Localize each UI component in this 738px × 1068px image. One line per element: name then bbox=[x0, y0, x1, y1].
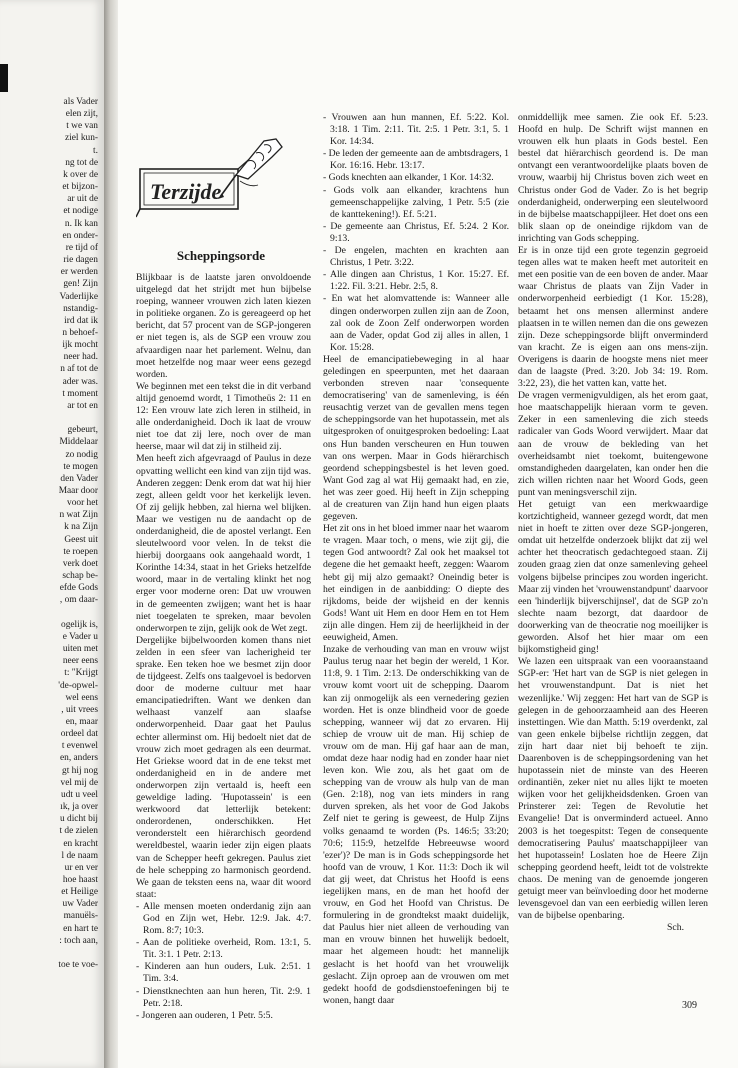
previous-page-line bbox=[58, 947, 98, 959]
column-1 bbox=[136, 272, 311, 1022]
paragraph: Blijkbaar is de laatste jaren onvoldoende uitgelegd dat het strijdt met hun bijbelse roeping, wanneer vrouwen zich laten kiezen in politieke organen. Zo is gereageerd op het bericht, dat 57 procent van de SGP-jongeren er niet tegen is, als de SGP een vrouw zou afvaardigen naar het parlement. Welnu, dan moet hetzelfde nog maar weer eens gezegd worden. bbox=[136, 272, 311, 380]
terzijde-logo bbox=[136, 135, 286, 221]
previous-page-line: Middelaar bbox=[59, 437, 98, 448]
previous-page-line: gebeurt, bbox=[67, 425, 98, 436]
page-edge-mark bbox=[0, 64, 8, 92]
previous-page-line bbox=[58, 607, 98, 619]
previous-page-line: hoe haast bbox=[62, 875, 98, 885]
previous-page-line: toe te voe- bbox=[58, 960, 98, 971]
previous-page-line: : toch aan, bbox=[59, 935, 98, 946]
paragraph: Het getuigt van een merkwaardige kortzichtigheid, wanneer gezegd wordt, dat men niet in hoeft te zitten over deze SGP-jongeren, omdat uit hetzelfde onderzoek blijkt dat zij wel achter het theocratisch gedachtegoed staan. Zij zouden graag zien dat onze samenleving geheel volgens bijbelse principes zou worden ingericht. Maar zij vinden het 'vrouwenstandpunt' daarvoor een 'hinderlijk bijverschijnsel', dat de SGP zo'n slechte naam bezorgt, dat daardoor de doorwerking van de theocratie nog moeilijker is geworden. Alsof het hier maar om een bijkomstigheid ging! bbox=[518, 499, 708, 656]
previous-page-line: en kracht bbox=[63, 838, 98, 849]
previous-page-line: Maar door bbox=[58, 486, 98, 496]
previous-page-edge bbox=[0, 0, 104, 1068]
previous-page-line: et Heilige bbox=[61, 887, 98, 898]
previous-page-line: Geest uit bbox=[64, 534, 98, 545]
paragraph: Er is in onze tijd een grote tegenzin gegroeid tegen alles wat te maken heeft met autoriteit en met een positie van de een boven de ander. Maar waar Christus de plaats van Zijn Vader in onderworpenheid eerbiedigt (1 Kor. 15:28), betaamt het ons mensen allerminst andere plaatsen in te willen nemen dan die ons gewezen zijn. Deze scheppingsorde blijft onverminderd van kracht. Ze is eigen aan ons mens-zijn. Overigens is daarin de hoogste mens niet meer dan de laagste (Pred. 3:20. Job 34: 19. Rom. 3:22, 23), die het vatten kan, vatte het. bbox=[518, 245, 708, 390]
previous-page-line: zo nodig bbox=[65, 449, 98, 460]
list-item: - Jongeren aan ouderen, 1 Petr. 5:5. bbox=[136, 1009, 273, 1021]
previous-page-line: ur en ver bbox=[64, 862, 98, 873]
previous-page-line: udt u veel bbox=[61, 789, 98, 800]
list-item: - Alle dingen aan Christus, 1 Kor. 15:27. Ef. 1:22. Fil. 3:21. Hebr. 2:5, 8. bbox=[323, 269, 509, 293]
previous-page-line: voor het bbox=[67, 498, 98, 509]
previous-page-line: den Vader bbox=[60, 473, 98, 484]
previous-page-line: en hart te bbox=[63, 923, 98, 934]
list-item: - Gods knechten aan elkander, 1 Kor. 14:32. bbox=[323, 172, 494, 184]
previous-page-line: neer eens bbox=[62, 656, 98, 667]
list-item: - De engelen, machten en krachten aan Christus, 1 Petr. 3:22. bbox=[323, 245, 509, 269]
previous-page-line: er werden bbox=[60, 267, 98, 278]
previous-page-line: verk doet bbox=[62, 558, 98, 569]
previous-page-line: 'de-opwel- bbox=[58, 680, 98, 691]
page bbox=[118, 0, 738, 1068]
pen-hand-icon bbox=[136, 135, 286, 221]
previous-page-line: en, maar bbox=[65, 716, 98, 727]
paragraph: onmiddellijk mee samen. Zie ook Ef. 5:23. Hoofd en hulp. De Schrift wijst mannen en vrouwen elk hun plaats in Gods bestel. Een bestel dat hiërarchisch geordend is. De man ontvangt een verantwoordelijke plaats boven de vrouw, waarbij hij Christus boven zich weet en Christus onder God de Vader. Zo is het begrip onderdanigheid, onderwerping een sleutelwoord in de bijbelse maatschappijleer. Het doet ons een blik slaan op de oneindige rijkdom van de inrichting van Gods schepping. bbox=[518, 112, 708, 244]
previous-page-line: re tijd of bbox=[65, 242, 98, 253]
previous-page-line: ader was. bbox=[62, 376, 98, 387]
paragraph: Dergelijke bijbelwoorden komen thans niet zelden in een sfeer van lacherigheid ter sprake. Een teken hoe we besmet zijn door de tijdgeest. Zelfs ons taalgevoel is bedorven door de moderne cultuur met haar emancipatiedriften. Want we denken dan welhaast vanzelf aan slaafse onderworpenheid. Daar gaat het Paulus echter allerminst om. Hij bedoelt niet dat de vrouw zich moet gedragen als een deurmat. Het Griekse woord dat in de ene tekst met onderdanigheid en in de andere met onderworpen zijn vertaald is, heeft een geweldige lading. 'Hupotassein' is een werkwoord dat letterlijk betekent: onderordenen, onderschikken. Het veronderstelt een hiërarchisch geordend wereldbestel, waarin ieder zijn eigen plaats van de Schepper heeft gekregen. Paulus ziet de hele schepping zo harmonisch geordend. We gaan de teksten eens na, waar dit woord staat: bbox=[136, 634, 311, 900]
previous-page-line: k na Zijn bbox=[64, 522, 98, 533]
previous-page-line: Vaderlijke bbox=[59, 291, 98, 302]
previous-page-line: n. Ik kan bbox=[64, 218, 98, 229]
paragraph: We lazen een uitspraak van een vooraanstaand SGP-er: 'Het hart van de SGP is niet gelegen in het vrouwenstandpunt. Dat is niet het wezenlijke.' Wij zeggen: Het hart van de SGP is gelegen in de gehoorzaamheid aan des Heeren instettingen. Wie dan Matth. 5:19 overdenkt, zal van geen enkele bijbelse richtlijn zeggen, dat zijn hart daar niet bij behoeft te zijn. Daarenboven is de scheppingsordening van het hupotassein niet de minste van des Heeren ordinantiën, zeker niet nu alles lijkt te moeten wijken voor het gelijkheidsdenken. Groen van Prinsterer zei: Tegen de Revolutie het Evangelie! Dat is onverminderd actueel. Anno 2003 is het toegespitst: Tegen de consequente democratisering Paulus' maatschappijleer van het hupotassein! Loslaten hoe de Heere Zijn schepping geordend heeft, leidt tot de volstrekte chaos. De mening van de genoemde jongeren getuigt meer van beïnvloeding door het moderne levensgevoel dan van een eerbiedig willen leren van de bijbelse openbaring. bbox=[518, 656, 708, 922]
list-item: - Dienstknechten aan hun heren, Tit. 2:9. 1 Petr. 2:18. bbox=[136, 985, 311, 1009]
list-item: - Vrouwen aan hun mannen, Ef. 5:22. Kol. 3:18. 1 Tim. 2:11. Tit. 2:5. 1 Petr. 3:1, 5. 1 Kor. 14:34. bbox=[323, 112, 509, 148]
previous-page-line: ar uit de bbox=[67, 194, 98, 205]
previous-page-line: ar tot en bbox=[67, 400, 98, 411]
previous-page-line: , uit vrees bbox=[61, 704, 98, 715]
previous-page-line: n af tot de bbox=[60, 364, 98, 375]
previous-page-line: ird dat ik bbox=[64, 315, 98, 326]
author-signature: Sch. bbox=[667, 922, 684, 934]
previous-page-line: t moment bbox=[62, 388, 98, 399]
list-item: - Gods volk aan elkander, krachtens hun gemeenschappelijke zalving, 1 Petr. 5:5 (zie de kanttekening!). Ef. 5:21. bbox=[323, 184, 509, 220]
previous-page-line: elen zijt, bbox=[65, 109, 98, 120]
previous-page-line: en onder- bbox=[62, 230, 98, 241]
previous-page-line: ordeel dat bbox=[60, 729, 98, 740]
previous-page-line: t de zielen bbox=[59, 826, 98, 837]
previous-page-line: ng tot de bbox=[65, 157, 98, 168]
previous-page-line: ziel kun- bbox=[64, 133, 98, 144]
logo-text: Terzijde bbox=[150, 179, 222, 204]
paragraph: We beginnen met een tekst die in dit verband altijd genoemd wordt, 1 Timotheüs 2: 11 en 12: Een vrouw late zich leren in stilheid, in alle onderdanigheid. Doch ik laat de vrouw niet toe dat zij lere, noch over de man heerse, maar wil dat zij in stilheid zij. bbox=[136, 380, 311, 453]
previous-page-line: als Vader bbox=[63, 97, 98, 107]
previous-page-line: ijk mocht bbox=[62, 340, 98, 351]
previous-page-line: vel mij de bbox=[60, 777, 98, 788]
page-number: 309 bbox=[682, 1000, 697, 1011]
previous-page-line: et bijzon- bbox=[62, 182, 98, 193]
previous-page-line: , om daar- bbox=[59, 595, 98, 606]
previous-page-line: te roepen bbox=[63, 546, 98, 557]
paragraph: De vragen vermenigvuldigen, als het erom gaat, hoe maatschappelijk hieraan vorm te geven. Zeker in een samenleving die zich steeds radicaler van Gods Woord verwijdert. Maar dat aan de vrouw de bekleding van het overheidsambt niet toekomt, buitengewone omstandigheden daargelaten, kan onder hen die zich willen richten naar het Woord Gods, geen punt van meningsverschil zijn. bbox=[518, 390, 708, 498]
previous-page-line: schap be- bbox=[62, 571, 98, 582]
paragraph: Heel de emancipatiebeweging in al haar geledingen en speerpunten, met het daaraan verbonden streven naar 'consequente democratisering' van de samenleving, is één reusachtig verzet van de gevallen mens tegen de scheppingsorde van het hupotassein, met als uitgesproken of onuitgesproken bedoeling: Laat ons Hun banden verscheuren en Hun touwen van ons werpen. Maar in Gods hiërarchisch geordend scheppingsbestel is het leven goed. Want God zag al wat Hij gemaakt had, en zie, het was zeer goed. Hij heeft in Zijn schepping al de creaturen van Zijn hand hun eigen plaats gegeven. bbox=[323, 353, 509, 523]
previous-page-line: u dicht bij bbox=[59, 814, 98, 825]
previous-page-line: manuëls- bbox=[63, 911, 98, 922]
previous-page-line: uw Vader bbox=[62, 899, 98, 910]
list-item: - En wat het alomvattende is: Wanneer alle dingen onderworpen zullen zijn aan de Zoon, zal ook de Zoon Zelf onderworpen worden aan de Vader, opdat God zij alles in allen, 1 Kor. 15:28. bbox=[323, 293, 509, 353]
previous-page-line: n behoef- bbox=[62, 327, 98, 338]
previous-page-line: t we van bbox=[66, 121, 98, 132]
list-item: - De leden der gemeente aan de ambtsdragers, 1 Kor. 16:16. Hebr. 13:17. bbox=[323, 148, 509, 172]
previous-page-line: wel eens bbox=[65, 692, 98, 703]
previous-page-line: gen! Zijn bbox=[63, 279, 98, 290]
paragraph: Men heeft zich afgevraagd of Paulus in deze opvatting wellicht een kind van zijn tijd was. Anderen zeggen: Denk erom dat wat hij hier zegt, alleen geldt voor het kerkelijk leven. Of zij gelijk hebben, zal hierna wel blijken. Maar we vestigen nu de aandacht op de onderdanigheid, die de apostel verlangt. Een sleutelwoord voor velen. In de tekst die hierbij doorgaans ook aangehaald wordt, 1 Korinthe 14:34, staat in het Grieks hetzelfde woord, maar in de vertaling klinkt het nog erger voor moderne oren: Dat uw vrouwen in de gemeenten zwijgen; want het is haar niet toegelaten te spreken, maar bevolen onderworpen te zijn, gelijk ook de Wet zegt. bbox=[136, 453, 311, 634]
list-item: - Alle mensen moeten onderdanig zijn aan God en Zijn wet, Hebr. 12:9. Jak. 4:7. Rom. 8:7; 10:3. bbox=[136, 900, 311, 937]
paragraph: Het zit ons in het bloed immer naar het waarom te vragen. Maar toch, o mens, wie zijt gij, die tegen God antwoordt? Zal ook het maaksel tot degene die het gemaakt heeft, zeggen: Waarom hebt gij mij alzo gemaakt? Oneindig beter is het eindigen in de aanbidding: O diepte des rijkdoms, beide der wijsheid en der kennis Gods! Want uit Hem en door Hem en tot Hem zijn alle dingen. Hem zij de heerlijkheid in der eeuwigheid, Amen. bbox=[323, 523, 509, 644]
column-3 bbox=[518, 112, 708, 934]
previous-page-line bbox=[58, 412, 98, 424]
list-item: - De gemeente aan Christus, Ef. 5:24. 2 Kor. 9:13. bbox=[323, 220, 509, 244]
article-title: Scheppingsorde bbox=[176, 248, 266, 263]
previous-page-line: ogelijk is, bbox=[61, 619, 98, 630]
previous-page-line: n wat Zijn bbox=[59, 510, 98, 521]
previous-page-line: et nodige bbox=[63, 206, 98, 217]
previous-page-text bbox=[58, 96, 98, 971]
previous-page-line: rie dagen bbox=[63, 255, 98, 266]
book-gutter bbox=[104, 0, 118, 1068]
previous-page-line: l de naam bbox=[61, 850, 98, 861]
previous-page-line: t evenwel bbox=[61, 741, 98, 752]
previous-page-line: gt hij nog bbox=[62, 765, 98, 776]
previous-page-line: te mogen bbox=[63, 461, 98, 472]
previous-page-line: efde Gods bbox=[59, 583, 98, 594]
paragraph: Inzake de verhouding van man en vrouw wijst Paulus terug naar het begin der wereld, 1 Kor. 11:8, 9. 1 Tim. 2:13. De onderschikking van de vrouw komt voort uit de schepping. Daarom kan zij onmogelijk als een vernedering gezien worden. Het is onze blindheid voor de goede schepping, wanneer wij dat zo ervaren. Hij schiep de vrouw uit de man. Hij schiep de vrouw om de man. Hij gaf haar aan de man, omdat deze haar nodig had en zonder haar niet leven kon. Wie zou, als het gaat om de schepping van de vrouw als hulp van de man (Gen. 2:18), nog van iets minders in rang durven spreken, als het voor de God Jakobs Zelf niet te gering is geweest, de Hulp Zijns volks genaamd te worden (Ps. 146:5; 33:20; 70:6; 115:9, hetzelfde Hebreeuwse woord 'ezer')? De man is in Gods scheppingsorde het hoofd van de vrouw, 1 Kor. 11:3: Doch ik wil dat gij weet, dat Christus het Hoofd is eens iegelijken mans, en de man het hoofd der vrouw, en God het Hoofd van Christus. De formulering in de grondtekst maakt duidelijk, dat Paulus hier niet alleen de verhouding van man en vrouw binnen het huwelijk bedoelt, maar het algemeen houdt: het mannelijk geslacht is het hoofd van het vrouwelijk geslacht. Zijn oproep aan de vrouwen om met gedekt hoofd de godsdienstoefeningen bij te wonen, hangt daar bbox=[323, 644, 509, 1006]
previous-page-line: k over de bbox=[63, 169, 98, 180]
previous-page-line: e Vader u bbox=[62, 631, 98, 642]
previous-page-line: en, anders bbox=[59, 753, 98, 764]
list-item: - Aan de politieke overheid, Rom. 13:1, 5. Tit. 3:1. 1 Petr. 2:13. bbox=[136, 937, 311, 961]
list-item: - Kinderen aan hun ouders, Luk. 2:51. 1 Tim. 3:4. bbox=[136, 961, 311, 985]
previous-page-line: uiten met bbox=[62, 644, 98, 655]
previous-page-line: neer had. bbox=[63, 352, 98, 363]
previous-page-line: t: "Krijgt bbox=[64, 668, 98, 679]
previous-page-line: nstandig- bbox=[63, 303, 98, 314]
previous-page-line: t. bbox=[93, 145, 98, 156]
previous-page-line: ık, ja over bbox=[60, 802, 98, 813]
column-2 bbox=[323, 112, 509, 1007]
